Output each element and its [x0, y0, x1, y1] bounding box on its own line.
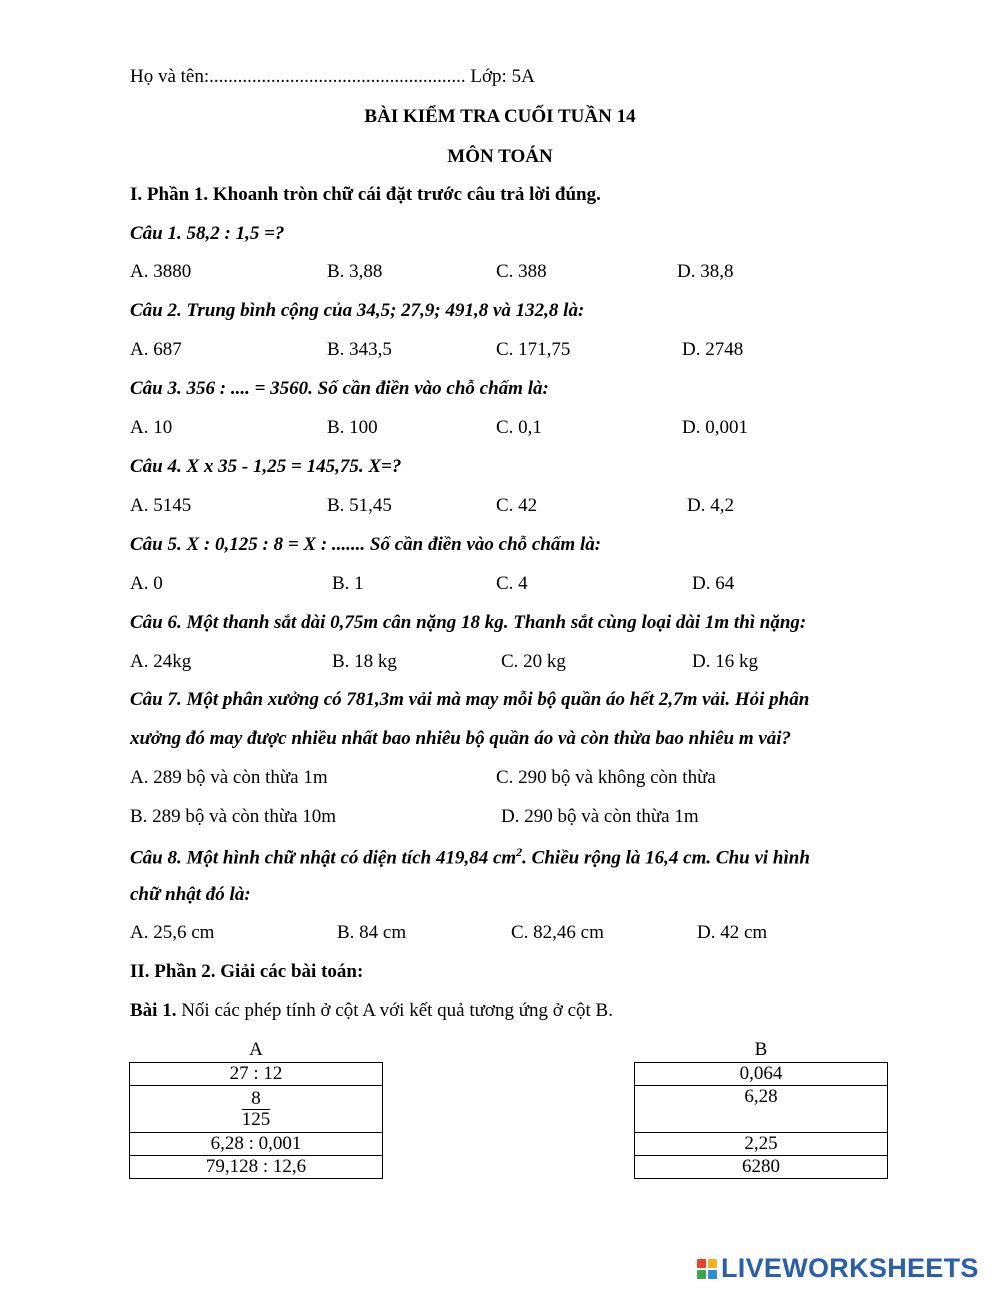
test-title: BÀI KIỂM TRA CUỐI TUẦN 14 [364, 106, 636, 127]
q8-option-b[interactable]: B. 84 cm [337, 922, 407, 943]
part2-heading: II. Phần 2. Giải các bài toán: [130, 961, 364, 982]
q3-option-c[interactable]: C. 0,1 [496, 417, 542, 438]
q1-option-b[interactable]: B. 3,88 [327, 261, 383, 282]
part1-heading: I. Phần 1. Khoanh tròn chữ cái đặt trước câu trả lời đúng. [130, 184, 601, 205]
question-1: Câu 1. 58,2 : 1,5 =? [130, 223, 285, 244]
q2-option-d[interactable]: D. 2748 [682, 339, 744, 360]
q7-option-d[interactable]: D. 290 bộ và còn thừa 1m [501, 806, 699, 827]
q7-option-a[interactable]: A. 289 bộ và còn thừa 1m [130, 767, 328, 788]
question-7-line1: Câu 7. Một phân xưởng có 781,3m vải mà may mỗi bộ quần áo hết 2,7m vải. Hỏi phân [130, 689, 810, 710]
subject-title: MÔN TOÁN [447, 146, 553, 167]
q4-option-d[interactable]: D. 4,2 [687, 495, 734, 516]
q1-option-c[interactable]: C. 388 [496, 261, 547, 282]
question-6: Câu 6. Một thanh sắt dài 0,75m cân nặng 18 kg. Thanh sắt cùng loại dài 1m thì nặng: [130, 612, 807, 633]
q3-option-d[interactable]: D. 0,001 [682, 417, 748, 438]
column-b-header: B [754, 1039, 768, 1060]
question-8-line1: Câu 8. Một hình chữ nhật có diện tích 419,84 $cm^2$. Chiều rộng là 16,4 cm. Chu vi hình [130, 845, 810, 869]
col-b-item-3[interactable]: 2,25 [635, 1133, 888, 1156]
bai1-instruction: Bài 1. Nối các phép tính ở cột A với kết quả tương ứng ở cột B. [130, 1000, 613, 1021]
name-class-line: Họ và tên:...................................................... Lớp: 5A [130, 66, 535, 87]
question-8-line2: chữ nhật đó là: [130, 884, 251, 905]
question-7-line2: xưởng đó may được nhiều nhất bao nhiêu bộ quần áo và còn thừa bao nhiêu m vải? [130, 728, 792, 749]
q3-option-a[interactable]: A. 10 [130, 417, 173, 438]
fraction-numerator: 8 [242, 1089, 271, 1110]
col-a-item-1[interactable]: 27 : 12 [130, 1063, 383, 1086]
column-a-header: A [249, 1039, 263, 1060]
question-3: Câu 3. 356 : .... = 3560. Số cần điền vào chỗ chấm là: [130, 378, 549, 399]
fraction [242, 1089, 271, 1130]
question-5: Câu 5. X : 0,125 : 8 = X : ....... Số cần điền vào chỗ chấm là: [130, 534, 602, 555]
question-4: Câu 4. X x 35 - 1,25 = 145,75. X=? [130, 456, 402, 477]
col-a-item-2[interactable] [130, 1086, 383, 1133]
q2-option-a[interactable]: A. 687 [130, 339, 182, 360]
q4-option-a[interactable]: A. 5145 [130, 495, 192, 516]
bai1-label: Bài 1. [130, 1000, 177, 1021]
col-a-item-4[interactable]: 79,128 : 12,6 [130, 1156, 383, 1179]
col-b-item-2[interactable]: 6,28 [635, 1086, 888, 1133]
q6-option-a[interactable]: A. 24kg [130, 651, 192, 672]
col-b-item-4[interactable]: 6280 [635, 1156, 888, 1179]
logo-block-yellow [708, 1259, 717, 1268]
superscript-2: 2 [516, 845, 523, 859]
q2-option-c[interactable]: C. 171,75 [496, 339, 571, 360]
q8-option-d[interactable]: D. 42 cm [697, 922, 768, 943]
logo-blocks-icon [697, 1259, 717, 1279]
q5-option-a[interactable]: A. 0 [130, 573, 163, 594]
logo-block-blue [708, 1270, 717, 1279]
q1-option-d[interactable]: D. 38,8 [677, 261, 734, 282]
q4-option-c[interactable]: C. 42 [496, 495, 538, 516]
q4-option-b[interactable]: B. 51,45 [327, 495, 392, 516]
q2-option-b[interactable]: B. 343,5 [327, 339, 392, 360]
q1-option-a[interactable]: A. 3880 [130, 261, 192, 282]
q6-option-b[interactable]: B. 18 kg [332, 651, 397, 672]
q8-option-c[interactable]: C. 82,46 cm [511, 922, 604, 943]
q8-option-a[interactable]: A. 25,6 cm [130, 922, 215, 943]
q5-option-c[interactable]: C. 4 [496, 573, 528, 594]
q5-option-b[interactable]: B. 1 [332, 573, 364, 594]
logo-block-green [697, 1270, 706, 1279]
q6-option-d[interactable]: D. 16 kg [692, 651, 758, 672]
q7-option-c[interactable]: C. 290 bộ và không còn thừa [496, 767, 716, 788]
q5-option-d[interactable]: D. 64 [692, 573, 735, 594]
fraction-denominator: 125 [241, 1108, 271, 1130]
logo-text: LIVEWORKSHEETS [721, 1253, 979, 1283]
q7-option-b[interactable]: B. 289 bộ và còn thừa 10m [130, 806, 337, 827]
question-2: Câu 2. Trung bình cộng của 34,5; 27,9; 491,8 và 132,8 là: [130, 300, 585, 321]
liveworksheets-logo [697, 1253, 979, 1284]
col-a-item-3[interactable]: 6,28 : 0,001 [130, 1133, 383, 1156]
column-a-table [129, 1062, 383, 1179]
q3-option-b[interactable]: B. 100 [327, 417, 378, 438]
col-b-item-1[interactable]: 0,064 [635, 1063, 888, 1086]
logo-block-red [697, 1259, 706, 1268]
column-b-table [634, 1062, 888, 1179]
q6-option-c[interactable]: C. 20 kg [501, 651, 566, 672]
